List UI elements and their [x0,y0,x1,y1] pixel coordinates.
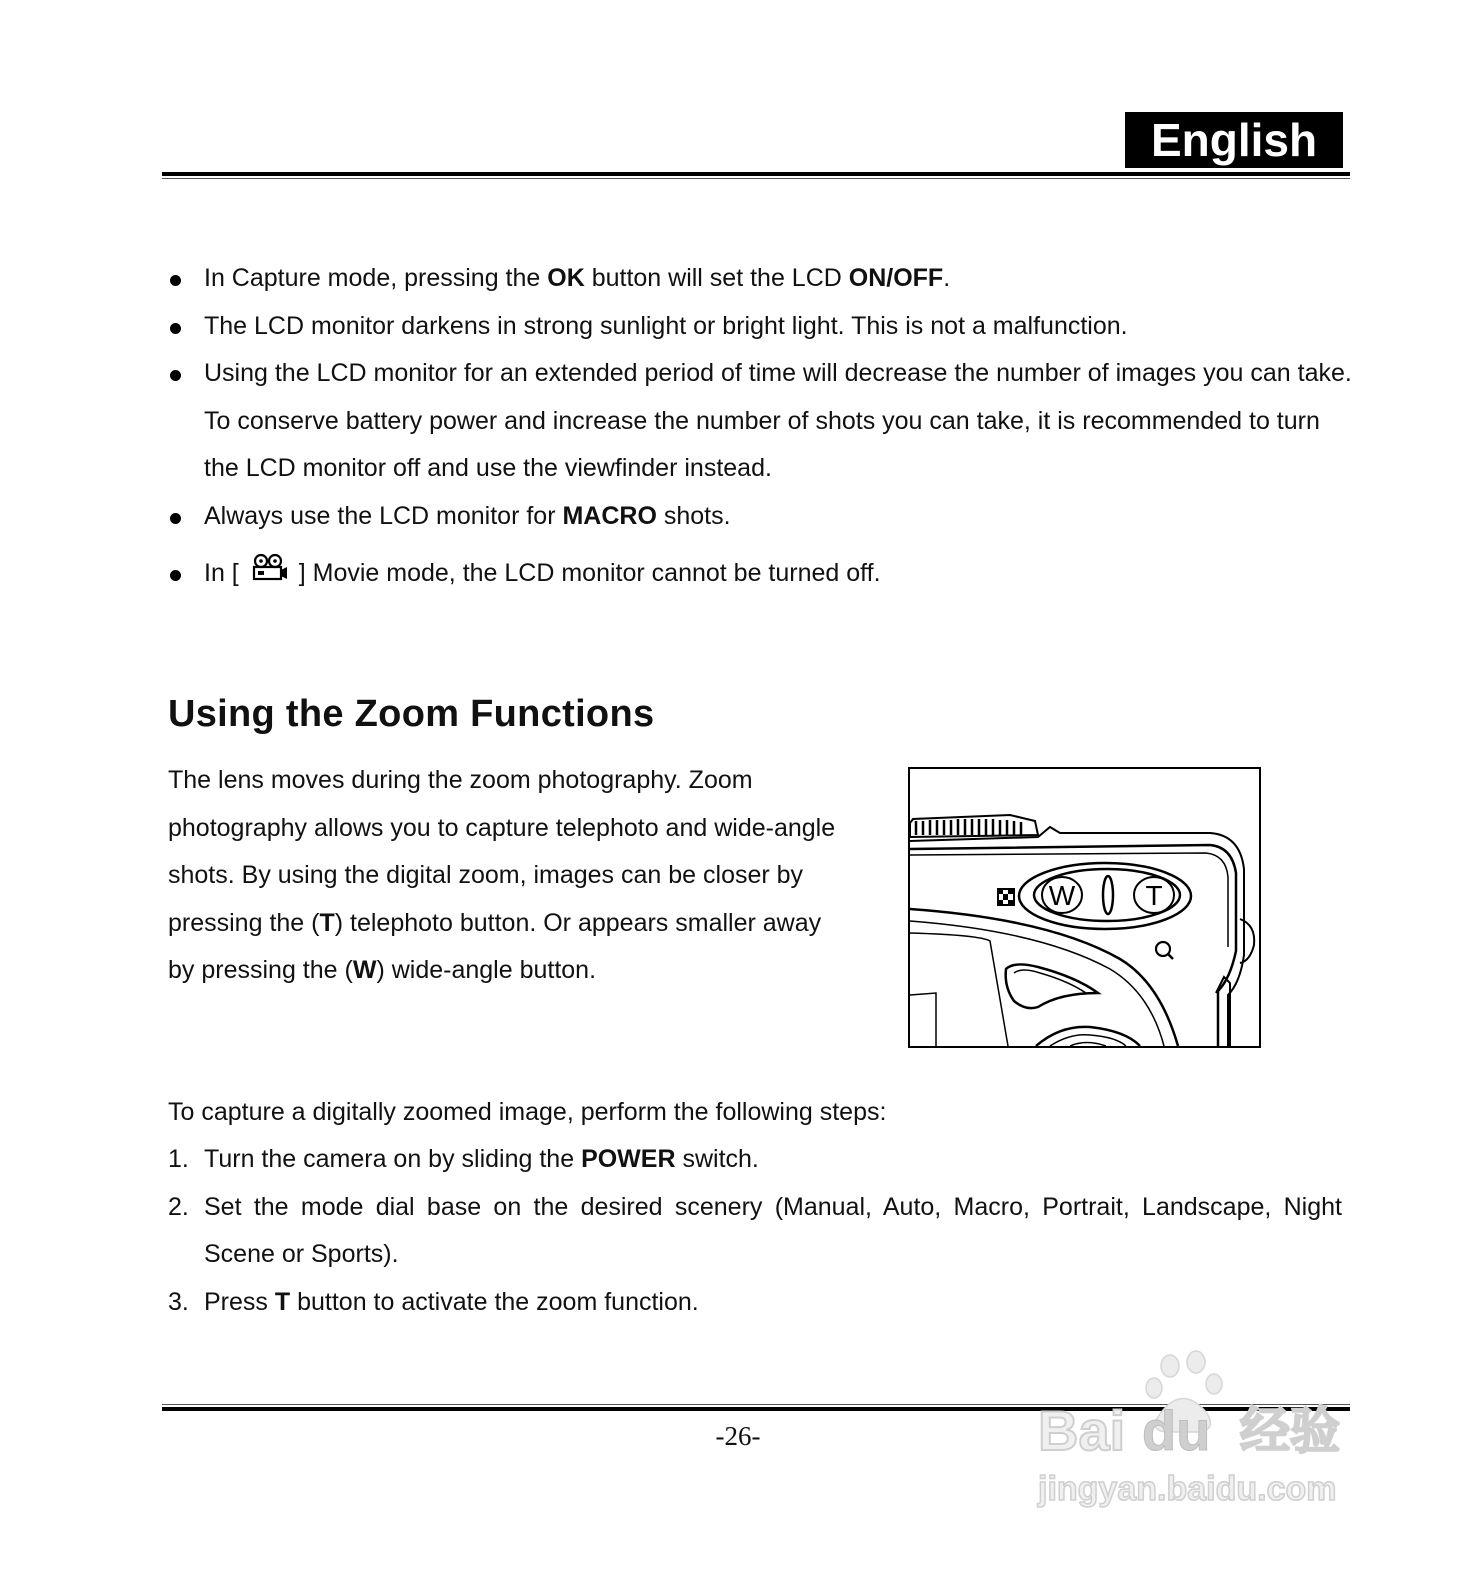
zoom-steps-list [168,1136,1342,1326]
wide-label: W [1048,880,1076,911]
step-number: 2. [168,1192,189,1221]
watermark-url: jingyan.baidu.com [1038,1470,1337,1508]
watermark-brand-b: du [1142,1399,1211,1462]
list-item: 2. Set the mode dial base on the desired scenery (Manual, Auto, Macro, Portrait, Landscape, Night Scene or Sports). [168,1184,1342,1279]
list-item: In [ ] Movie mode, the LCD monitor cannot be turned off. [168,550,1358,598]
ok-button-label: OK [547,264,585,292]
bullet-dot [170,570,181,581]
list-item: 3. Press T button to activate the zoom function. [168,1279,1342,1327]
header-rule [162,172,1350,176]
step-number: 3. [168,1287,189,1316]
steps-intro: To capture a digitally zoomed image, perform the following steps: [168,1098,887,1126]
list-item: Always use the LCD monitor for MACRO shots. [168,493,1358,541]
list-item: In Capture mode, pressing the OK button will set the LCD ON/OFF. [168,255,1358,303]
tele-label: T [1145,880,1163,911]
language-badge: English [1125,112,1343,168]
section-title: Using the Zoom Functions [168,693,655,735]
power-label: POWER [581,1145,676,1173]
telephoto-magnifier-icon [1156,942,1173,959]
list-item: 1. Turn the camera on by sliding the POWER switch. [168,1136,1342,1184]
step-number: 1. [168,1145,189,1173]
movie-camera-icon [249,553,289,583]
list-item: Using the LCD monitor for an extended period of time will decrease the number of images you can take. To conserve battery power and increase the number of shots you can take, it is recommended to turn the LCD monitor off and use the viewfinder instead. [168,350,1358,493]
lcd-notes-list [168,255,1358,598]
list-item: The LCD monitor darkens in strong sunlight or bright light. This is not a malfunction. [168,303,1358,351]
zoom-description: The lens moves during the zoom photography. Zoom photography allows you to capture telephoto and wide-angle shots. By using the digital zoom, images can be closer by pressing the (T) telephoto button. Or appears smaller away by pressing the (W) wide-angle button. [168,766,836,984]
watermark-brand-cn: 经验 [1240,1402,1340,1460]
bullet-dot [170,275,181,286]
bullet-dot [170,370,181,381]
header-rule-thin [162,178,1350,179]
watermark-brand-a: Bai [1038,1399,1126,1462]
bullet-dot [170,513,181,524]
wide-angle-icon [998,889,1014,905]
baidu-jingyan-watermark [1030,1350,1370,1520]
on-off-label: ON/OFF [848,264,944,292]
tele-button-label: T [274,1287,291,1316]
camera-drawing [910,769,1259,1046]
bullet-dot [170,323,181,334]
page-number: -26- [715,1421,761,1451]
camera-zoom-illustration [908,767,1261,1048]
macro-label: MACRO [562,501,657,530]
